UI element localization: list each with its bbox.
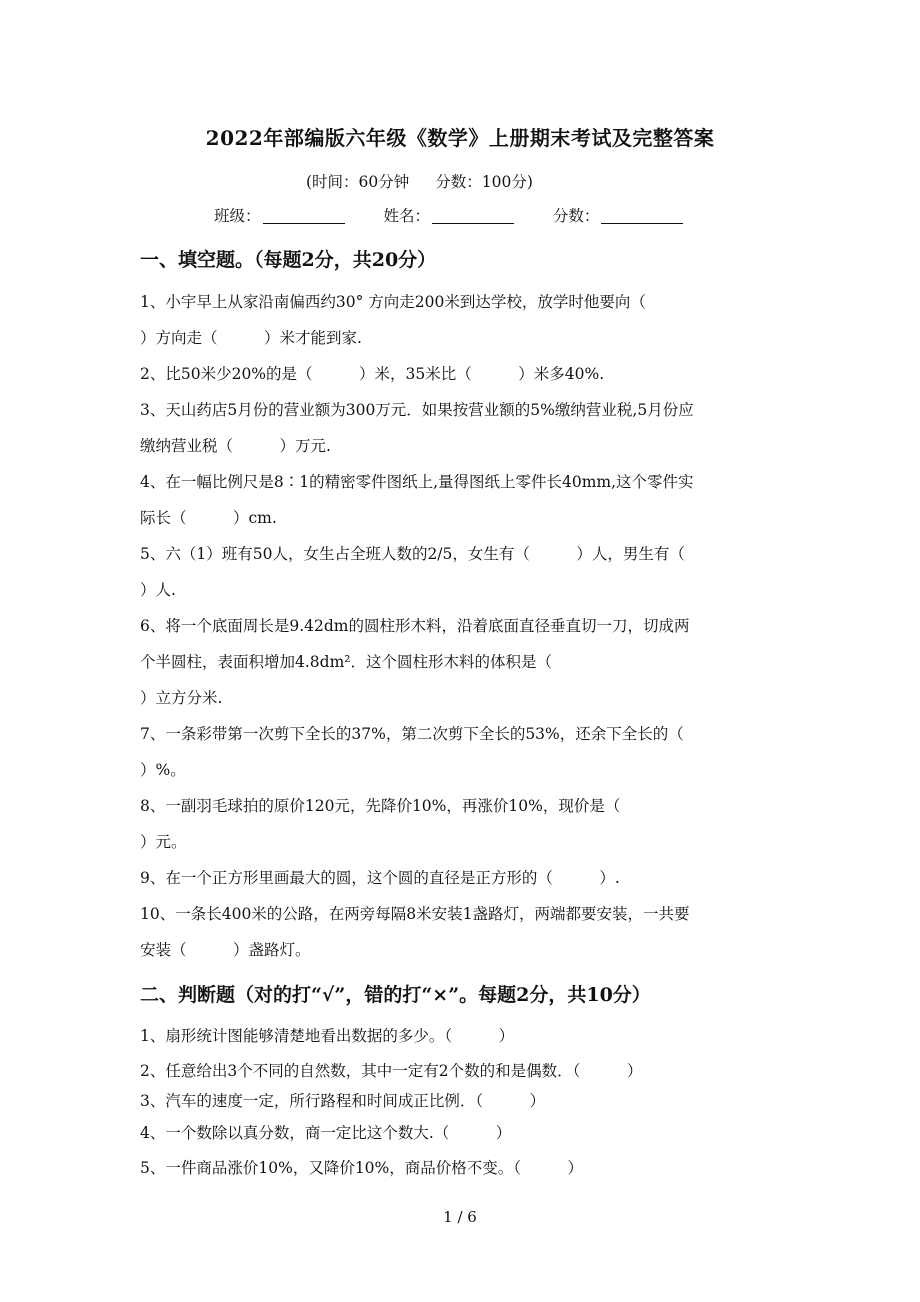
question-line: 10、一条长400米的公路，在两旁每隔8米安装1盏路灯，两端都要安装，一共要	[140, 905, 690, 923]
question-line: ）立方分米.	[140, 689, 223, 707]
score-label: 分数：	[552, 207, 600, 225]
question-line: 7、一条彩带第一次剪下全长的37%，第二次剪下全长的53%，还余下全长的（	[140, 725, 684, 743]
question-line: ）元。	[140, 833, 187, 851]
question-line: 8、一副羽毛球拍的原价120元，先降价10%，再涨价10%，现价是（	[140, 797, 621, 815]
class-blank[interactable]	[263, 207, 345, 224]
section-heading-fill-in: 一、填空题。（每题2分，共20分）	[140, 249, 437, 271]
question-line: 1、小宇早上从家沿南偏西约30° 方向走200米到达学校，放学时他要向（	[140, 293, 646, 311]
class-label: 班级：	[214, 207, 261, 225]
exam-total-score: 分数：100分)	[435, 173, 533, 191]
question-line: 9、在一个正方形里画最大的圆，这个圆的直径是正方形的（ ）.	[140, 869, 620, 887]
question-line: ）%。	[140, 761, 186, 779]
question-line: 5、六（1）班有50人，女生占全班人数的2/5，女生有（ ）人，男生有（	[140, 545, 685, 563]
question-line: 4、一个数除以真分数，商一定比这个数大.（ ）	[140, 1124, 512, 1142]
section-heading-true-false: 二、判断题（对的打“√”，错的打“×”。每题2分，共10分）	[140, 984, 651, 1006]
question-line: 3、天山药店5月份的营业额为300万元．如果按营业额的5%缴纳营业税,5月份应	[140, 401, 694, 419]
question-line: 6、将一个底面周长是9.42dm的圆柱形木料，沿着底面直径垂直切一刀，切成两	[140, 617, 690, 635]
name-field[interactable]	[383, 204, 514, 226]
name-blank[interactable]	[432, 207, 514, 224]
exam-info	[306, 170, 533, 192]
question-line: 缴纳营业税（ ）万元.	[140, 437, 331, 455]
class-field[interactable]	[214, 204, 345, 226]
question-line: ）人.	[140, 581, 176, 599]
page-title: 2022年部编版六年级《数学》上册期末考试及完整答案	[205, 126, 715, 150]
name-label: 姓名：	[383, 207, 430, 225]
score-blank[interactable]	[601, 207, 683, 224]
student-info-fields	[214, 204, 683, 226]
question-line: 4、在一幅比例尺是8∶1的精密零件图纸上,量得图纸上零件长40mm,这个零件实	[140, 473, 694, 491]
question-line: 个半圆柱，表面积增加4.8dm²．这个圆柱形木料的体积是（	[140, 653, 552, 671]
question-line: 2、比50米少20%的是（ ）米，35米比（ ）米多40%.	[140, 365, 605, 383]
question-line: 1、扇形统计图能够清楚地看出数据的多少。（ ）	[140, 1027, 515, 1045]
question-line: 5、一件商品涨价10%，又降价10%，商品价格不变。（ ）	[140, 1159, 584, 1177]
question-line: 安装（ ）盏路灯。	[140, 941, 311, 959]
question-line: ）方向走（ ）米才能到家.	[140, 329, 362, 347]
page-number: 1 / 6	[443, 1208, 477, 1226]
question-line: 3、汽车的速度一定，所行路程和时间成正比例．（ ）	[140, 1092, 546, 1110]
question-line: 2、任意给出3个不同的自然数，其中一定有2个数的和是偶数．（ ）	[140, 1062, 643, 1080]
exam-time: (时间：60分钟	[306, 173, 410, 191]
question-line: 际长（ ）cm.	[140, 509, 277, 527]
score-field[interactable]	[553, 204, 684, 226]
